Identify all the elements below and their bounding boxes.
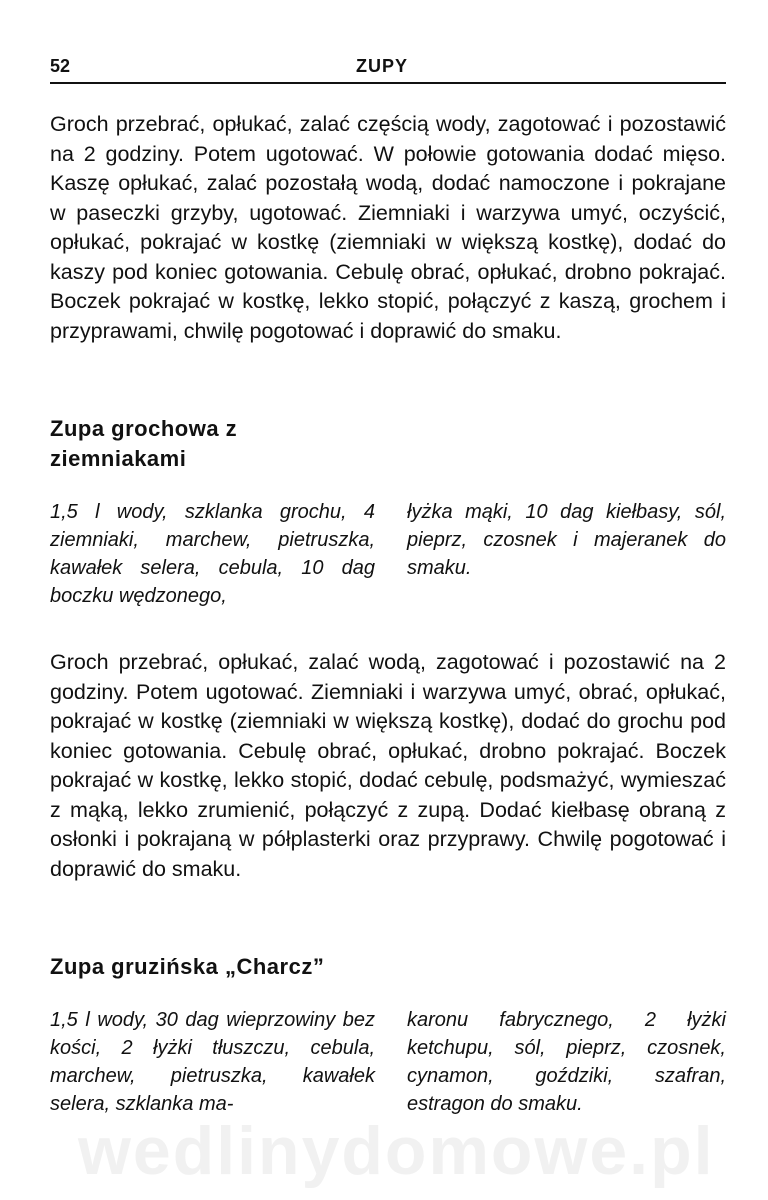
page-number: 52	[50, 56, 71, 76]
recipe-instructions-previous: Groch przebrać, opłukać, zalać częścią wody, zagotować i pozostawić na 2 godziny. Potem ugotować. W połowie gotowania dodać mięso. Kaszę opłukać, zalać pozostałą wodą, dodać namoczone i pokrajane w paseczki grzyby, ugotować. Ziemniaki i warzywa umyć, oczyścić, opłukać, pokrajać w kostkę (ziemniaki w większą kostkę), dodać do kaszy pod koniec gotowania. Cebulę obrać, opłukać, drobno pokrajać. Boczek pokrajać w kostkę, lekko stopić, połączyć z kaszą, grochem i przyprawami, chwilę pogotować i doprawić do smaku.	[50, 112, 726, 343]
ingredients-column-right: karonu fabrycznego, 2 łyżki ketchupu, sól, pieprz, czosnek, cynamon, goździki, szafran, estragon do smaku.	[407, 1009, 726, 1115]
ingredients-column-left: 1,5 l wody, 30 dag wieprzowiny bez kości, 2 łyżki tłuszczu, cebula, marchew, pietruszka, kawałek selera, szklanka ma-	[50, 1009, 375, 1115]
page-header	[50, 56, 726, 82]
header-rule	[50, 82, 726, 84]
book-page	[50, 0, 726, 1200]
watermark: wedlinydomowe.pl	[78, 1113, 715, 1189]
recipe-title-zupa-grochowa: Zupa grochowa z ziemniakami	[50, 416, 238, 471]
recipe-instructions-zupa-grochowa: Groch przebrać, opłukać, zalać wodą, zagotować i pozostawić na 2 godziny. Potem ugotować. Ziemniaki i warzywa umyć, obrać, opłukać, pokrajać w kostkę (ziemniaki w większą kostkę), dodać do grochu pod koniec gotowania. Cebulę obrać, opłukać, drobno pokrajać. Boczek pokrajać w kostkę, lekko stopić, dodać cebulę, podsmażyć, wymieszać z mąką, lekko zrumienić, połączyć z zupą. Dodać kiełbasę obraną z osłonki i pokrajaną w półplasterki oraz przyprawy. Chwilę pogotować i doprawić do smaku.	[50, 650, 726, 881]
running-head: ZUPY	[356, 56, 409, 76]
recipe-title-zupa-gruzinska: Zupa gruzińska „Charcz”	[50, 954, 325, 979]
ingredients-column-left: 1,5 l wody, szklanka grochu, 4 ziemniaki, marchew, pietruszka, kawałek selera, cebula, 10 dag boczku wędzonego,	[50, 501, 375, 607]
ingredients-column-right: łyżka mąki, 10 dag kiełbasy, sól, pieprz, czosnek i majeranek do smaku.	[407, 501, 726, 579]
